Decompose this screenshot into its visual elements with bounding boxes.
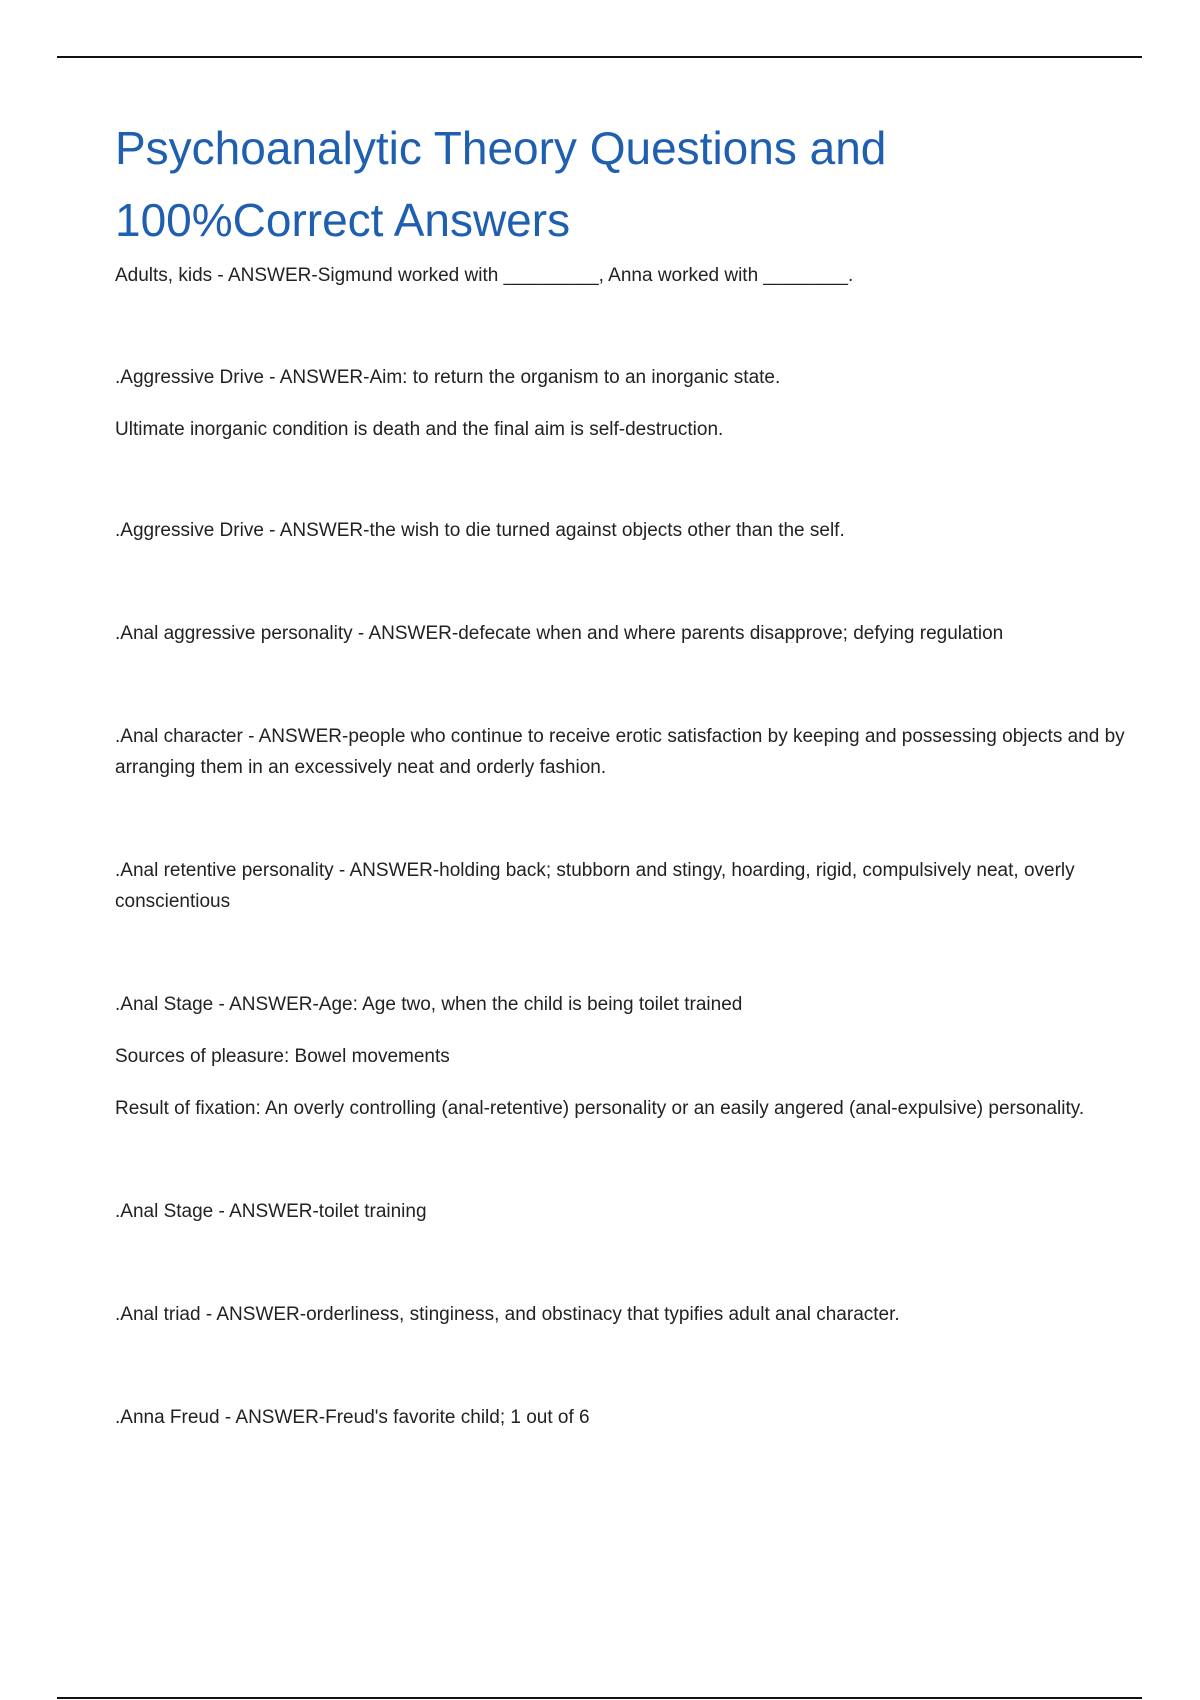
qa-entry bbox=[115, 1299, 1125, 1330]
qa-text: Result of fixation: An overly controlling (anal-retentive) personality or an easily angered (anal-expulsive) personality. bbox=[115, 1098, 1085, 1119]
qa-text: .Anal triad - ANSWER-orderliness, stinginess, and obstinacy that typifies adult anal character. bbox=[115, 1304, 900, 1325]
qa-entry bbox=[115, 362, 1125, 445]
qa-text: .Anna Freud - ANSWER-Freud's favorite child; 1 out of 6 bbox=[115, 1407, 590, 1428]
qa-text: .Anal Stage - ANSWER-toilet training bbox=[115, 1201, 427, 1222]
qa-entry bbox=[115, 855, 1125, 917]
top-rule bbox=[57, 56, 1142, 58]
qa-text: Sources of pleasure: Bowel movements bbox=[115, 1046, 450, 1067]
qa-text: .Anal aggressive personality - ANSWER-defecate when and where parents disapprove; defying regulation bbox=[115, 623, 1004, 644]
qa-text: .Aggressive Drive - ANSWER-the wish to die turned against objects other than the self. bbox=[115, 520, 845, 541]
qa-text: .Aggressive Drive - ANSWER-Aim: to return the organism to an inorganic state. bbox=[115, 367, 781, 388]
qa-text: .Anal character - ANSWER-people who continue to receive erotic satisfaction by keeping and possessing objects and by arranging them in an excessively neat and orderly fashion. bbox=[115, 726, 1125, 778]
bottom-rule bbox=[57, 1697, 1142, 1699]
qa-entry bbox=[115, 1402, 1125, 1433]
qa-entry bbox=[115, 721, 1125, 783]
qa-entry bbox=[115, 1196, 1125, 1227]
qa-text: .Anal Stage - ANSWER-Age: Age two, when the child is being toilet trained bbox=[115, 994, 743, 1015]
qa-text: .Anal retentive personality - ANSWER-holding back; stubborn and stingy, hoarding, rigid, compulsively neat, overly conscientious bbox=[115, 860, 1075, 912]
qa-entry bbox=[115, 618, 1125, 649]
qa-text: Ultimate inorganic condition is death and the final aim is self-destruction. bbox=[115, 419, 724, 440]
qa-text: Adults, kids - ANSWER-Sigmund worked with _________, Anna worked with ________. bbox=[115, 265, 854, 286]
qa-entry bbox=[115, 989, 1125, 1124]
document-title bbox=[115, 112, 1125, 256]
document-body bbox=[115, 112, 1125, 1433]
title-line-1: Psychoanalytic Theory Questions and bbox=[115, 122, 887, 174]
qa-entry bbox=[115, 260, 1125, 291]
qa-entry bbox=[115, 515, 1125, 546]
title-line-2: 100%Correct Answers bbox=[115, 194, 571, 246]
